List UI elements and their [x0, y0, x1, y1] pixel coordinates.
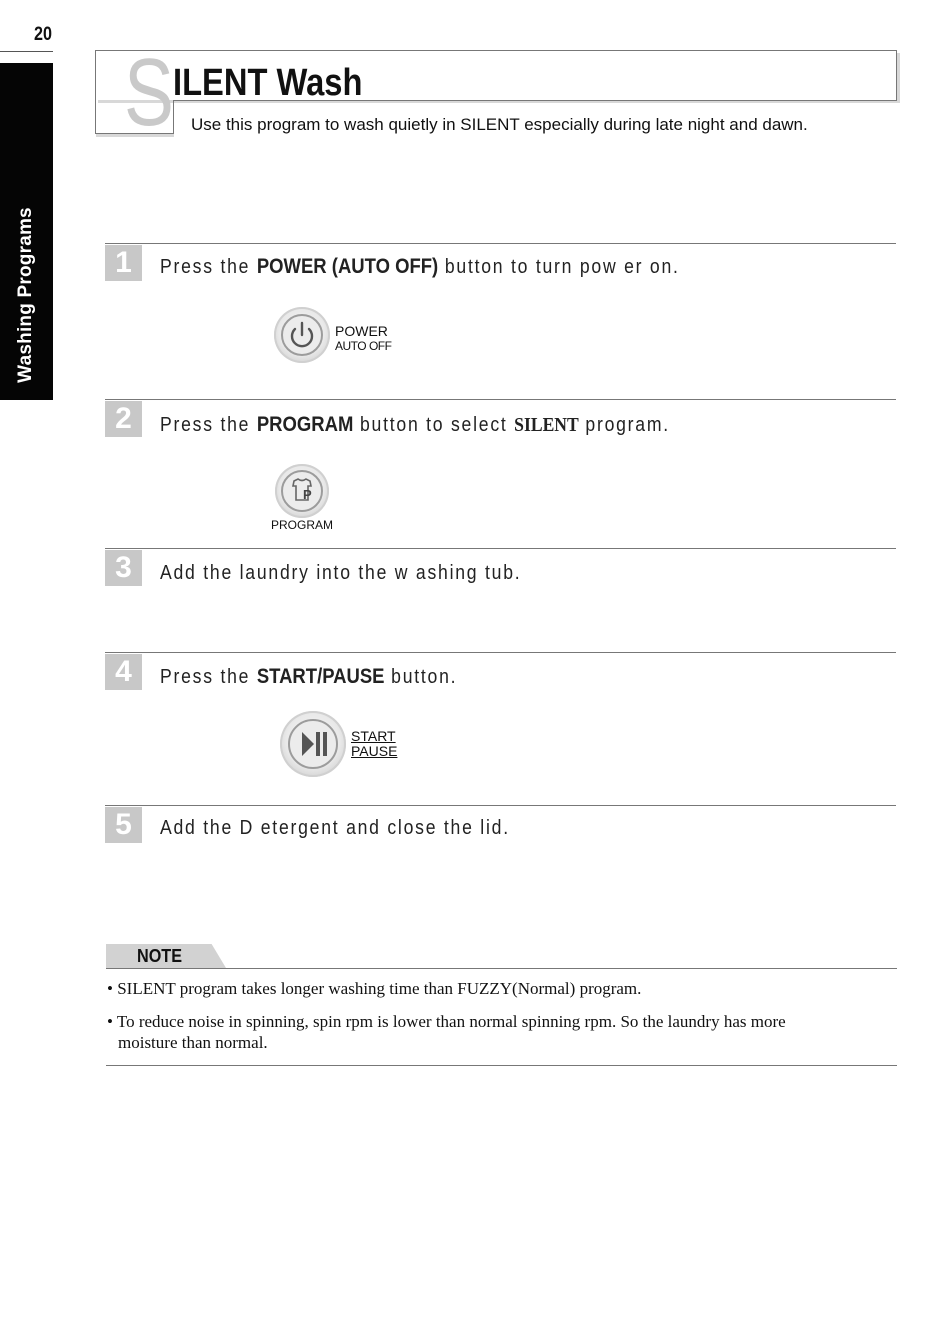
- page-number: 20: [34, 24, 52, 45]
- play-pause-icon: [280, 711, 346, 777]
- page-number-rule: [0, 51, 53, 52]
- svg-text:P: P: [303, 487, 312, 502]
- step-3-rule: [105, 548, 896, 549]
- step-5-text: Add the D etergent and close the lid.: [160, 817, 510, 839]
- note-item: • To reduce noise in spinning, spin rpm is lower than normal spinning rpm. So the laundry has more moisture than normal.: [107, 1012, 786, 1052]
- step-3-number: 3: [105, 550, 142, 586]
- note-label: NOTE: [137, 946, 183, 966]
- page-title: ILENT Wash: [173, 62, 363, 104]
- title-drop-letter: S: [124, 39, 174, 146]
- power-button-icon: [274, 307, 330, 363]
- step-2-number: 2: [105, 401, 142, 437]
- start-pause-button-label: START PAUSE: [351, 728, 398, 759]
- page-subtitle: Use this program to wash quietly in SILENT especially during late night and dawn.: [191, 115, 808, 134]
- step-2-text: Press the PROGRAM button to select SILENT program.: [160, 413, 670, 436]
- program-button-icon: [275, 464, 329, 518]
- step-5-number: 5: [105, 807, 142, 843]
- section-side-tab-label: Washing Programs: [15, 207, 36, 383]
- power-symbol-icon: [274, 307, 330, 363]
- step-3-text: Add the laundry into the w ashing tub.: [160, 562, 522, 584]
- step-1-rule: [105, 243, 896, 244]
- note-bottom-rule: [106, 1065, 897, 1066]
- note-top-rule: [106, 968, 897, 969]
- program-button-label: PROGRAM: [271, 518, 334, 532]
- step-4-rule: [105, 652, 896, 653]
- step-1-text: Press the POWER (AUTO OFF) button to turn pow er on.: [160, 255, 680, 278]
- section-side-tab: [0, 63, 53, 400]
- note-item: • SILENT program takes longer washing time than FUZZY(Normal) program.: [107, 979, 642, 998]
- shirt-p-icon: [275, 464, 329, 518]
- power-button-label: POWER AUTO OFF: [335, 323, 392, 353]
- step-1-number: 1: [105, 245, 142, 281]
- step-5-rule: [105, 805, 896, 806]
- title-frame-left-rule: [95, 50, 96, 134]
- start-pause-button-icon: [280, 711, 346, 777]
- step-4-text: Press the START/PAUSE button.: [160, 665, 458, 688]
- step-2-rule: [105, 399, 896, 400]
- step-4-number: 4: [105, 654, 142, 690]
